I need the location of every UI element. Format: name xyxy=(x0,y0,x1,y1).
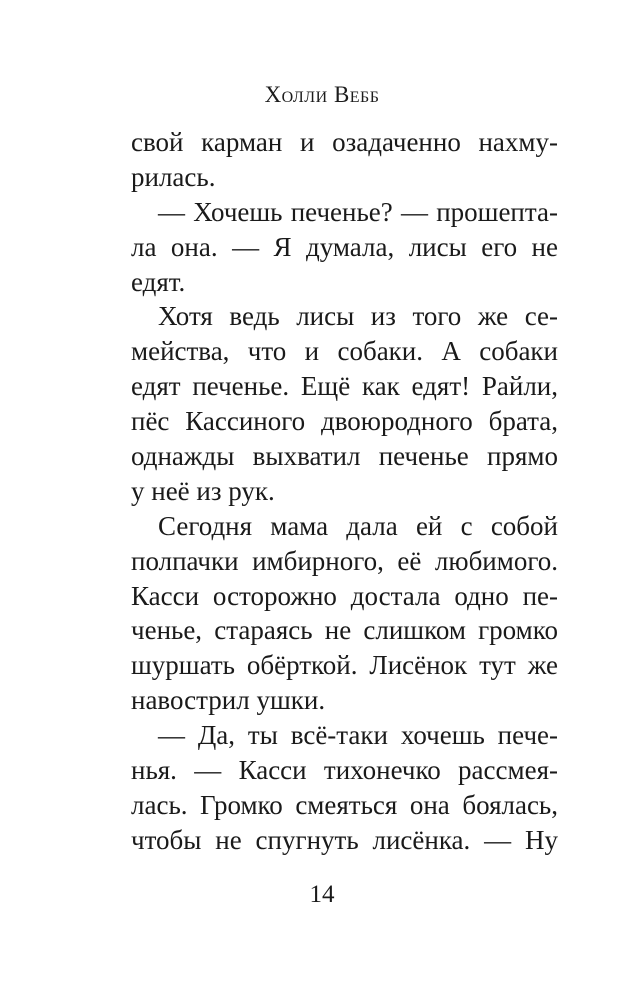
text-line xyxy=(131,648,558,683)
page-number: 14 xyxy=(309,881,335,908)
text-line xyxy=(131,579,558,614)
text-line xyxy=(131,544,558,579)
text-line-content: лась. Громко смеяться она боялась, xyxy=(131,789,558,820)
text-line-content: у неё из рук. xyxy=(131,475,275,506)
text-line xyxy=(131,334,558,369)
text-line-content: — Да, ты всё-таки хочешь пече- xyxy=(158,720,558,751)
text-line-content: — Хочешь печенье? — прошепта- xyxy=(158,196,558,227)
page-body-text xyxy=(131,125,558,858)
text-line xyxy=(131,823,558,858)
text-line-content: Сегодня мама дала ей с собой xyxy=(158,510,558,541)
text-line xyxy=(131,509,558,544)
text-line xyxy=(131,683,558,718)
text-line xyxy=(131,230,558,265)
text-line-content: мейства, что и собаки. А собаки xyxy=(131,336,558,367)
text-line-content: навострил ушки. xyxy=(131,685,326,716)
text-line xyxy=(131,369,558,404)
text-line-content: рилась. xyxy=(131,161,216,192)
text-line xyxy=(131,613,558,648)
text-line xyxy=(131,718,558,753)
text-line-content: полпачки имбирного, её любимого. xyxy=(131,545,558,576)
text-line xyxy=(131,788,558,823)
text-line-content: шуршать обёрткой. Лисёнок тут же xyxy=(131,650,558,681)
text-line-content: однажды выхватил печенье прямо xyxy=(131,441,558,472)
text-line xyxy=(131,753,558,788)
text-line xyxy=(131,474,558,509)
text-line-content: Хотя ведь лисы из того же се- xyxy=(158,301,558,332)
text-line xyxy=(131,160,558,195)
text-line-content: едят печенье. Ещё как едят! Райли, xyxy=(131,371,558,402)
text-line-content: нья. — Касси тихонечко рассмея- xyxy=(131,755,558,786)
running-header-author: Холли Вебб xyxy=(264,82,380,107)
text-line xyxy=(131,404,558,439)
text-line-content: едят. xyxy=(131,266,186,297)
text-line xyxy=(131,265,558,300)
text-line xyxy=(131,125,558,160)
text-line-content: Касси осторожно достала одно пе- xyxy=(131,580,558,611)
text-line xyxy=(131,195,558,230)
text-line xyxy=(131,439,558,474)
text-line-content: ла она. — Я думала, лисы его не xyxy=(131,231,558,262)
text-line xyxy=(131,299,558,334)
text-line-content: свой карман и озадаченно нахму- xyxy=(131,127,558,157)
text-line-content: пёс Кассиного двоюродного брата, xyxy=(131,406,558,437)
text-line-content: чтобы не спугнуть лисёнка. — Ну xyxy=(131,824,558,855)
text-line-content: ченье, стараясь не слишком громко xyxy=(131,615,558,646)
